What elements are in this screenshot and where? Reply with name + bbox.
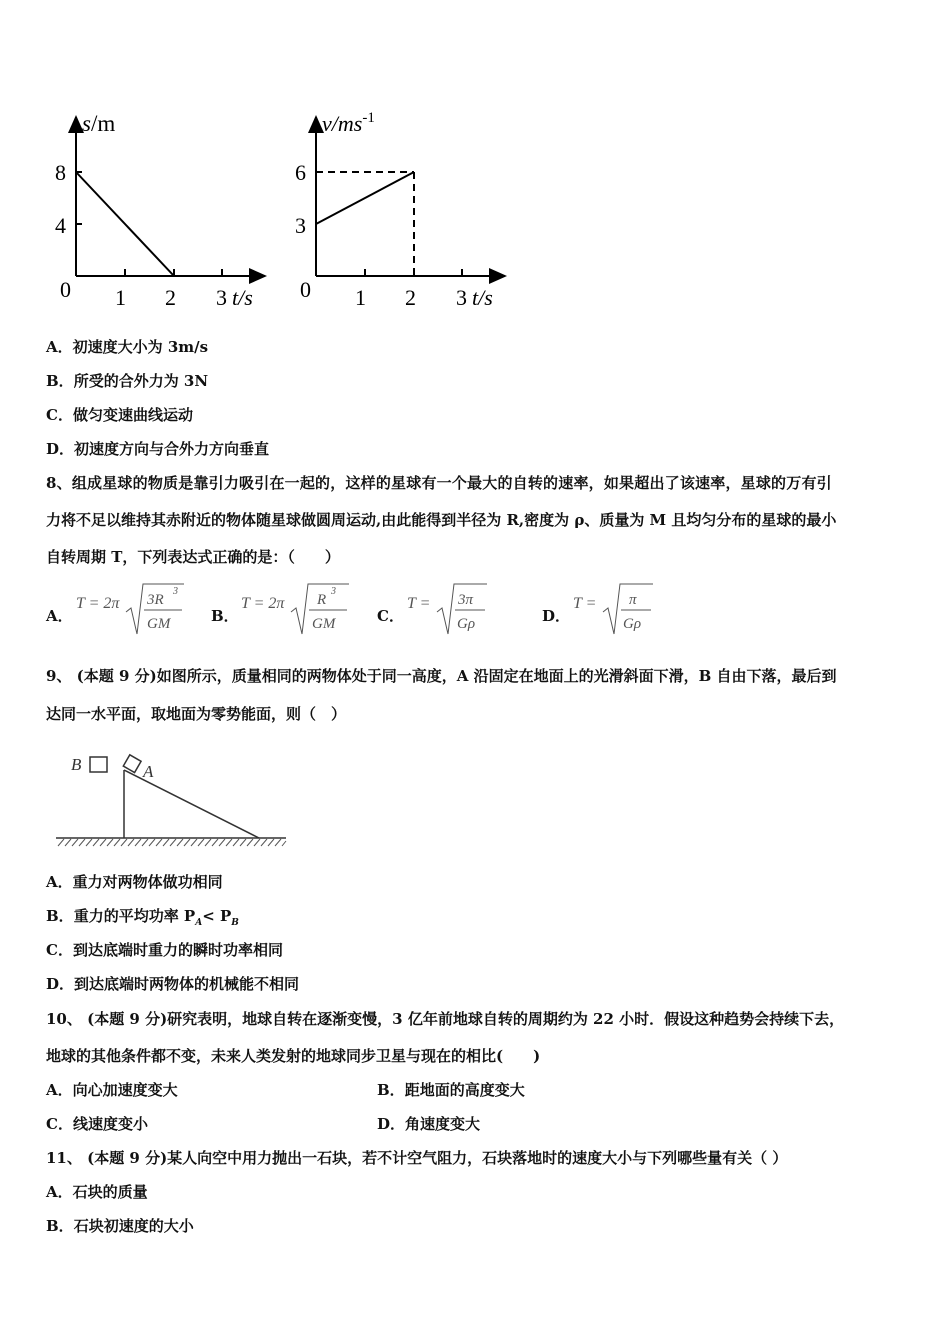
origin-label: 0 (300, 277, 311, 302)
q10-option-c[interactable]: C．线速度变小 (46, 1115, 148, 1133)
label-a: A (143, 762, 154, 781)
q11-option-b[interactable]: B．石块初速度的大小 (46, 1217, 194, 1235)
x-tick-label-2: 2 (165, 285, 176, 310)
y-label-s: s/m (82, 111, 116, 136)
svg-text:GM: GM (147, 616, 171, 632)
q11-option-a[interactable]: A．石块的质量 (46, 1183, 148, 1201)
svg-text:3: 3 (331, 586, 336, 597)
svg-text:Gρ: Gρ (623, 616, 642, 632)
q10-stem-line2: 地球的其他条件都不变，未来人类发射的地球同步卫星与现在的相比( ) (46, 1047, 541, 1065)
q10-option-b[interactable]: B．距地面的高度变大 (377, 1081, 525, 1099)
q9-option-a[interactable]: A．重力对两物体做功相同 (46, 873, 223, 891)
svg-text:3R: 3R (147, 592, 164, 608)
svg-text:T =: T = (407, 595, 431, 612)
svg-text:3: 3 (173, 586, 178, 597)
q9-incline-figure (54, 748, 294, 858)
y-tick-label-4: 4 (55, 213, 66, 238)
x-tick-label-2: 2 (405, 285, 416, 310)
q7-option-d[interactable]: D．初速度方向与合外力方向垂直 (46, 440, 270, 458)
graph-s-t (50, 105, 280, 315)
x-tick-label-3: 3 (456, 285, 467, 310)
incline-surface (124, 770, 259, 838)
x-label: t/s (232, 285, 253, 310)
label-b: B (71, 755, 82, 774)
q7-option-c[interactable]: C．做匀变速曲线运动 (46, 406, 193, 424)
ground-hatch (58, 839, 286, 846)
x-tick-label-3: 3 (216, 285, 227, 310)
q9-stem-line1: 9、 (本题 9 分)如图所示，质量相同的两物体处于同一高度，A 沿固定在地面上的光滑斜面下滑，B 自由下落，最后到 (46, 667, 837, 685)
origin-label: 0 (60, 277, 71, 302)
q7-option-b[interactable]: B．所受的合外力为 3N (46, 372, 209, 390)
q8-option-b-label[interactable]: B． (211, 607, 239, 625)
q10-stem-line1: 10、 (本题 9 分)研究表明，地球自转在逐渐变慢，3 亿年前地球自转的周期约为 22 小时．假设这种趋势会持续下去， (46, 1010, 845, 1028)
q8-stem-line3: 自转周期 T，下列表达式正确的是：（ ） (46, 548, 340, 566)
q8-option-c-label[interactable]: C． (377, 607, 404, 625)
q11-stem-line1: 11、 (本题 9 分)某人向空中用力抛出一石块，若不计空气阻力，石块落地时的速度大小与下列哪些量有关（ ） (46, 1149, 788, 1167)
q8-option-b-formula[interactable] (239, 580, 359, 640)
q9-option-c[interactable]: C．到达底端时重力的瞬时功率相同 (46, 941, 283, 959)
q8-option-a-formula[interactable] (74, 580, 194, 640)
q9-stem-line2: 达同一水平面，取地面为零势能面，则（ ） (46, 705, 347, 723)
svg-text:3π: 3π (458, 592, 474, 608)
q10-option-d[interactable]: D．角速度变大 (377, 1115, 481, 1133)
y-label-v: $v/ms^{-1}$ (322, 110, 375, 136)
svg-text:π: π (629, 592, 637, 608)
svg-text:T = 2π: T = 2π (241, 595, 285, 612)
x-tick-label-1: 1 (115, 285, 126, 310)
svg-text:T =: T = (573, 595, 597, 612)
q8-stem-line2: 力将不足以维持其赤附近的物体随星球做圆周运动,由此能得到半径为 R,密度为 ρ、质量为 M 且均匀分布的星球的最小 (46, 511, 837, 529)
q8-option-d-formula[interactable] (571, 580, 671, 640)
graph-v-t (290, 105, 520, 315)
y-tick-label-3: 3 (295, 213, 306, 238)
q7-option-a[interactable]: A．初速度大小为 3m/s (46, 338, 209, 356)
svg-text:GM: GM (312, 616, 336, 632)
y-tick-label-8: 8 (55, 160, 66, 185)
data-line-v (316, 172, 414, 224)
q8-stem-line1: 8、组成星球的物质是靠引力吸引在一起的，这样的星球有一个最大的自转的速率，如果超出了该速率，星球的万有引 (46, 474, 832, 492)
x-label: t/s (472, 285, 493, 310)
q9-option-d[interactable]: D．到达底端时两物体的机械能不相同 (46, 975, 300, 993)
svg-text:T = 2π: T = 2π (76, 595, 120, 612)
svg-text:Gρ: Gρ (457, 616, 476, 632)
y-tick-label-6: 6 (295, 160, 306, 185)
q9-option-b[interactable]: B．重力的平均功率 $P_A< P_B$ (46, 907, 239, 928)
block-a (123, 755, 141, 773)
block-b (90, 757, 107, 772)
q8-option-c-formula[interactable] (405, 580, 505, 640)
q10-option-a[interactable]: A．向心加速度变大 (46, 1081, 178, 1099)
q8-option-a-label[interactable]: A． (46, 607, 73, 625)
q8-option-d-label[interactable]: D． (542, 607, 571, 625)
svg-text:R: R (317, 592, 327, 608)
x-tick-label-1: 1 (355, 285, 366, 310)
data-line-s (76, 172, 174, 276)
